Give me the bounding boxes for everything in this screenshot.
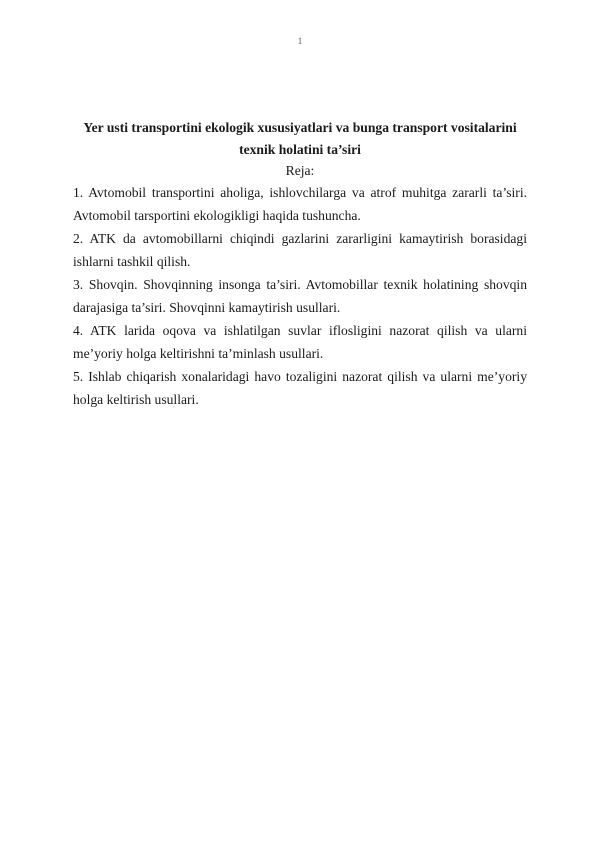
plan-item-1: 1. Avtomobil transportini aholiga, ishlovchilarga va atrof muhitga zararli ta’siri. Avtomobil tarsportini ekologikligi haqida tushuncha.	[73, 185, 527, 223]
plan-item-4: 4. ATK larida oqova va ishlatilgan suvlar iflosligini nazorat qilish va ularni me’yoriy holga keltirishni ta’minlash usullari.	[73, 323, 527, 361]
plan-item-3: 3. Shovqin. Shovqinning insonga ta’siri. Avtomobillar texnik holatining shovqin darajasiga ta’siri. Shovqinni kamaytirish usullari.	[73, 277, 527, 315]
page-number: 1	[297, 36, 303, 46]
document-title: Yer usti transportini ekologik xususiyatlari va bunga transport vositalarini texnik holatini ta’siri	[83, 120, 517, 157]
document-body	[73, 117, 527, 411]
plan-heading: Reja:	[285, 163, 315, 178]
plan-list	[73, 181, 527, 411]
plan-item-2: 2. ATK da avtomobillarni chiqindi gazlarini zararligini kamaytirish borasidagi ishlarni tashkil qilish.	[73, 231, 527, 269]
plan-item-5: 5. Ishlab chiqarish xonalaridagi havo tozaligini nazorat qilish va ularni me’yoriy holga keltirish usullari.	[73, 369, 527, 407]
